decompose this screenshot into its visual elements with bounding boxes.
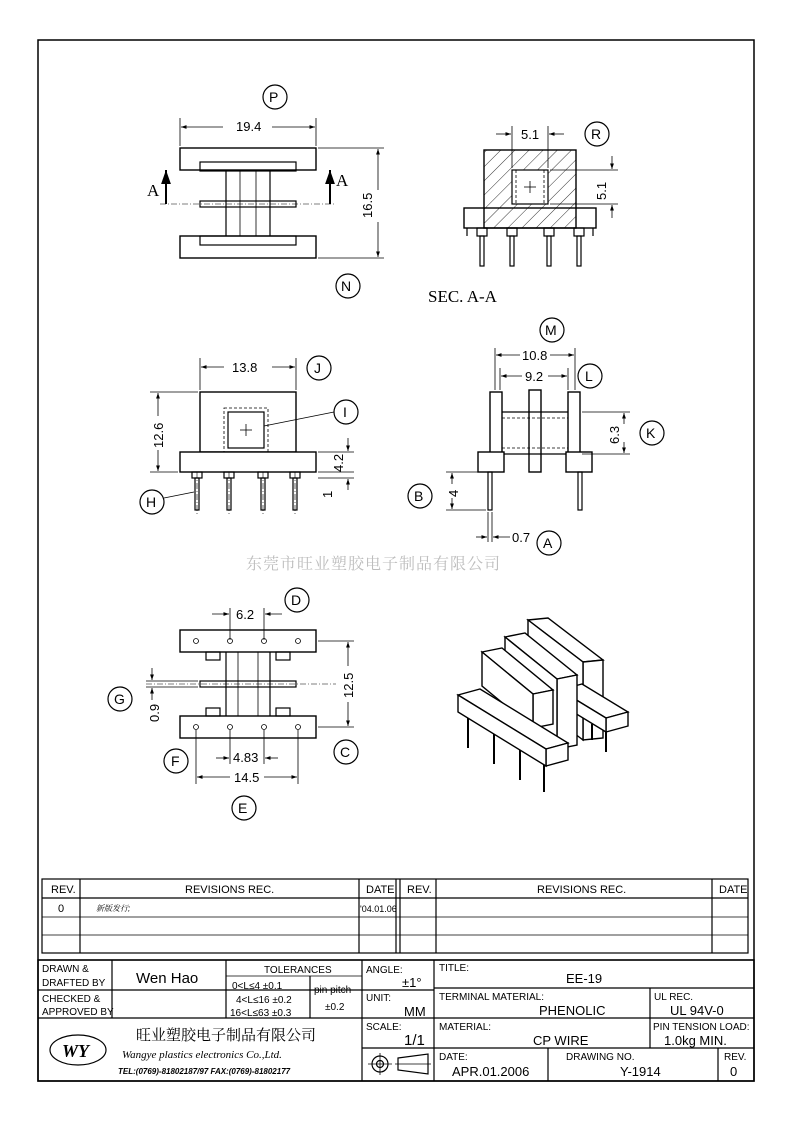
dim-bottom-height: 12.5 [341, 672, 356, 698]
dim-bottom-pitch: 4.83 [233, 750, 259, 765]
pin-pitch-label: pin pitch [314, 985, 352, 996]
isometric-view [458, 618, 628, 792]
section-caption: SEC. A-A [428, 287, 497, 306]
top-view [147, 85, 384, 298]
dim-front-base: 4.2 [331, 453, 346, 472]
dim-side-pin: 4 [446, 489, 461, 497]
date-label: DATE: [439, 1052, 468, 1063]
checked-label: CHECKED & [42, 994, 101, 1005]
angle-label: ANGLE: [366, 965, 403, 976]
drawn-label: DRAWN & [42, 964, 89, 975]
terminal-material-label: TERMINAL MATERIAL: [439, 992, 545, 1003]
callout-h: H [146, 494, 157, 510]
callout-m: M [545, 322, 557, 338]
drafted-by: Wen Hao [136, 970, 199, 987]
dim-front-height: 12.6 [151, 422, 166, 448]
callout-g: G [114, 691, 125, 707]
watermark: 东莞市旺业塑胶电子制品有限公司 [246, 556, 502, 573]
section-mark-left: A [147, 181, 160, 200]
callout-e: E [238, 800, 248, 816]
callout-n: N [341, 278, 352, 294]
tolerance-row-3: 16<L≤63 ±0.3 [230, 1008, 292, 1019]
date-header-2: DATE [719, 884, 748, 896]
company-name-en: Wangye plastics electronics Co.,Ltd. [122, 1049, 282, 1061]
projection-symbol [368, 1053, 431, 1075]
company-name-cn: 旺业塑胶电子制品有限公司 [136, 1027, 317, 1044]
revision-row-date: '04.01.06 [360, 904, 397, 914]
title-label: TITLE: [439, 963, 470, 974]
bottom-view [108, 588, 358, 820]
section-view [428, 122, 618, 306]
dim-top-width: 19.4 [236, 119, 262, 134]
callout-b: B [414, 488, 424, 504]
date-header: DATE [366, 884, 395, 896]
dim-bottom-gap: 0.9 [147, 703, 162, 722]
dim-side-height: 6.3 [607, 425, 622, 444]
drawing-no-value: Y-1914 [620, 1064, 661, 1079]
callout-d: D [291, 592, 302, 608]
callout-p: P [269, 89, 279, 105]
angle-value: ±1° [402, 975, 422, 990]
rec-header: REVISIONS REC. [185, 884, 275, 896]
callout-a: A [543, 535, 553, 551]
dim-top-height: 16.5 [360, 192, 375, 218]
title-value: EE-19 [566, 971, 603, 986]
company-block [50, 1026, 316, 1076]
title-block [38, 960, 754, 1081]
callout-i: I [343, 404, 347, 420]
date-value: APR.01.2006 [452, 1064, 530, 1079]
dim-section-height: 5.1 [594, 181, 609, 200]
dim-side-inner: 9.2 [525, 369, 544, 384]
callout-k: K [646, 425, 656, 441]
dim-side-pin-width: 0.7 [512, 530, 531, 545]
ul-label: UL REC. [654, 992, 694, 1003]
pin-pitch-value: ±0.2 [325, 1002, 345, 1013]
terminal-material-value: PHENOLIC [539, 1003, 606, 1018]
pin-tension-label: PIN TENSION LOAD: [653, 1022, 750, 1033]
rev-header: REV. [51, 884, 76, 896]
scale-value: 1/1 [404, 1032, 425, 1049]
front-view [140, 356, 358, 514]
side-view [408, 318, 664, 555]
scale-label: SCALE: [366, 1022, 402, 1033]
tolerance-row-2: 4<L≤16 ±0.2 [236, 995, 292, 1006]
pin-tension-value: 1.0kg MIN. [664, 1033, 727, 1048]
callout-c: C [340, 744, 351, 760]
section-mark-right: A [336, 171, 349, 190]
unit-value: MM [404, 1004, 426, 1019]
material-label: MATERIAL: [439, 1022, 492, 1033]
rev-header-2: REV. [407, 884, 432, 896]
company-logo-text: WY [62, 1041, 89, 1061]
drawing-no-label: DRAWING NO. [566, 1052, 635, 1063]
company-contact: TEL:(0769)-81802187/97 FAX:(0769)-81802177 [118, 1067, 291, 1076]
revision-row-rec: 新版发行; [96, 904, 131, 913]
tolerances-title: TOLERANCES [264, 965, 332, 976]
dim-bottom-top: 6.2 [236, 607, 255, 622]
drafted-label: DRAFTED BY [42, 978, 106, 989]
rec-header-2: REVISIONS REC. [537, 884, 627, 896]
dim-front-pin: 1 [320, 490, 335, 498]
callout-r: R [591, 126, 602, 142]
approved-label: APPROVED BY [42, 1007, 114, 1018]
callout-j: J [314, 360, 321, 376]
callout-f: F [171, 753, 180, 769]
dim-front-width: 13.8 [232, 360, 258, 375]
unit-label: UNIT: [366, 993, 391, 1004]
material-value: CP WIRE [533, 1033, 589, 1048]
callout-l: L [585, 368, 593, 384]
tolerance-row-1: 0<L≤4 ±0.1 [232, 981, 283, 992]
dim-side-outer: 10.8 [522, 348, 548, 363]
rev-label: REV. [724, 1052, 747, 1063]
dim-section-width: 5.1 [521, 127, 540, 142]
rev-value: 0 [730, 1064, 738, 1079]
ul-value: UL 94V-0 [670, 1003, 724, 1018]
revision-row-rev: 0 [58, 903, 65, 915]
dim-bottom-width: 14.5 [234, 770, 260, 785]
revision-table [42, 879, 748, 953]
